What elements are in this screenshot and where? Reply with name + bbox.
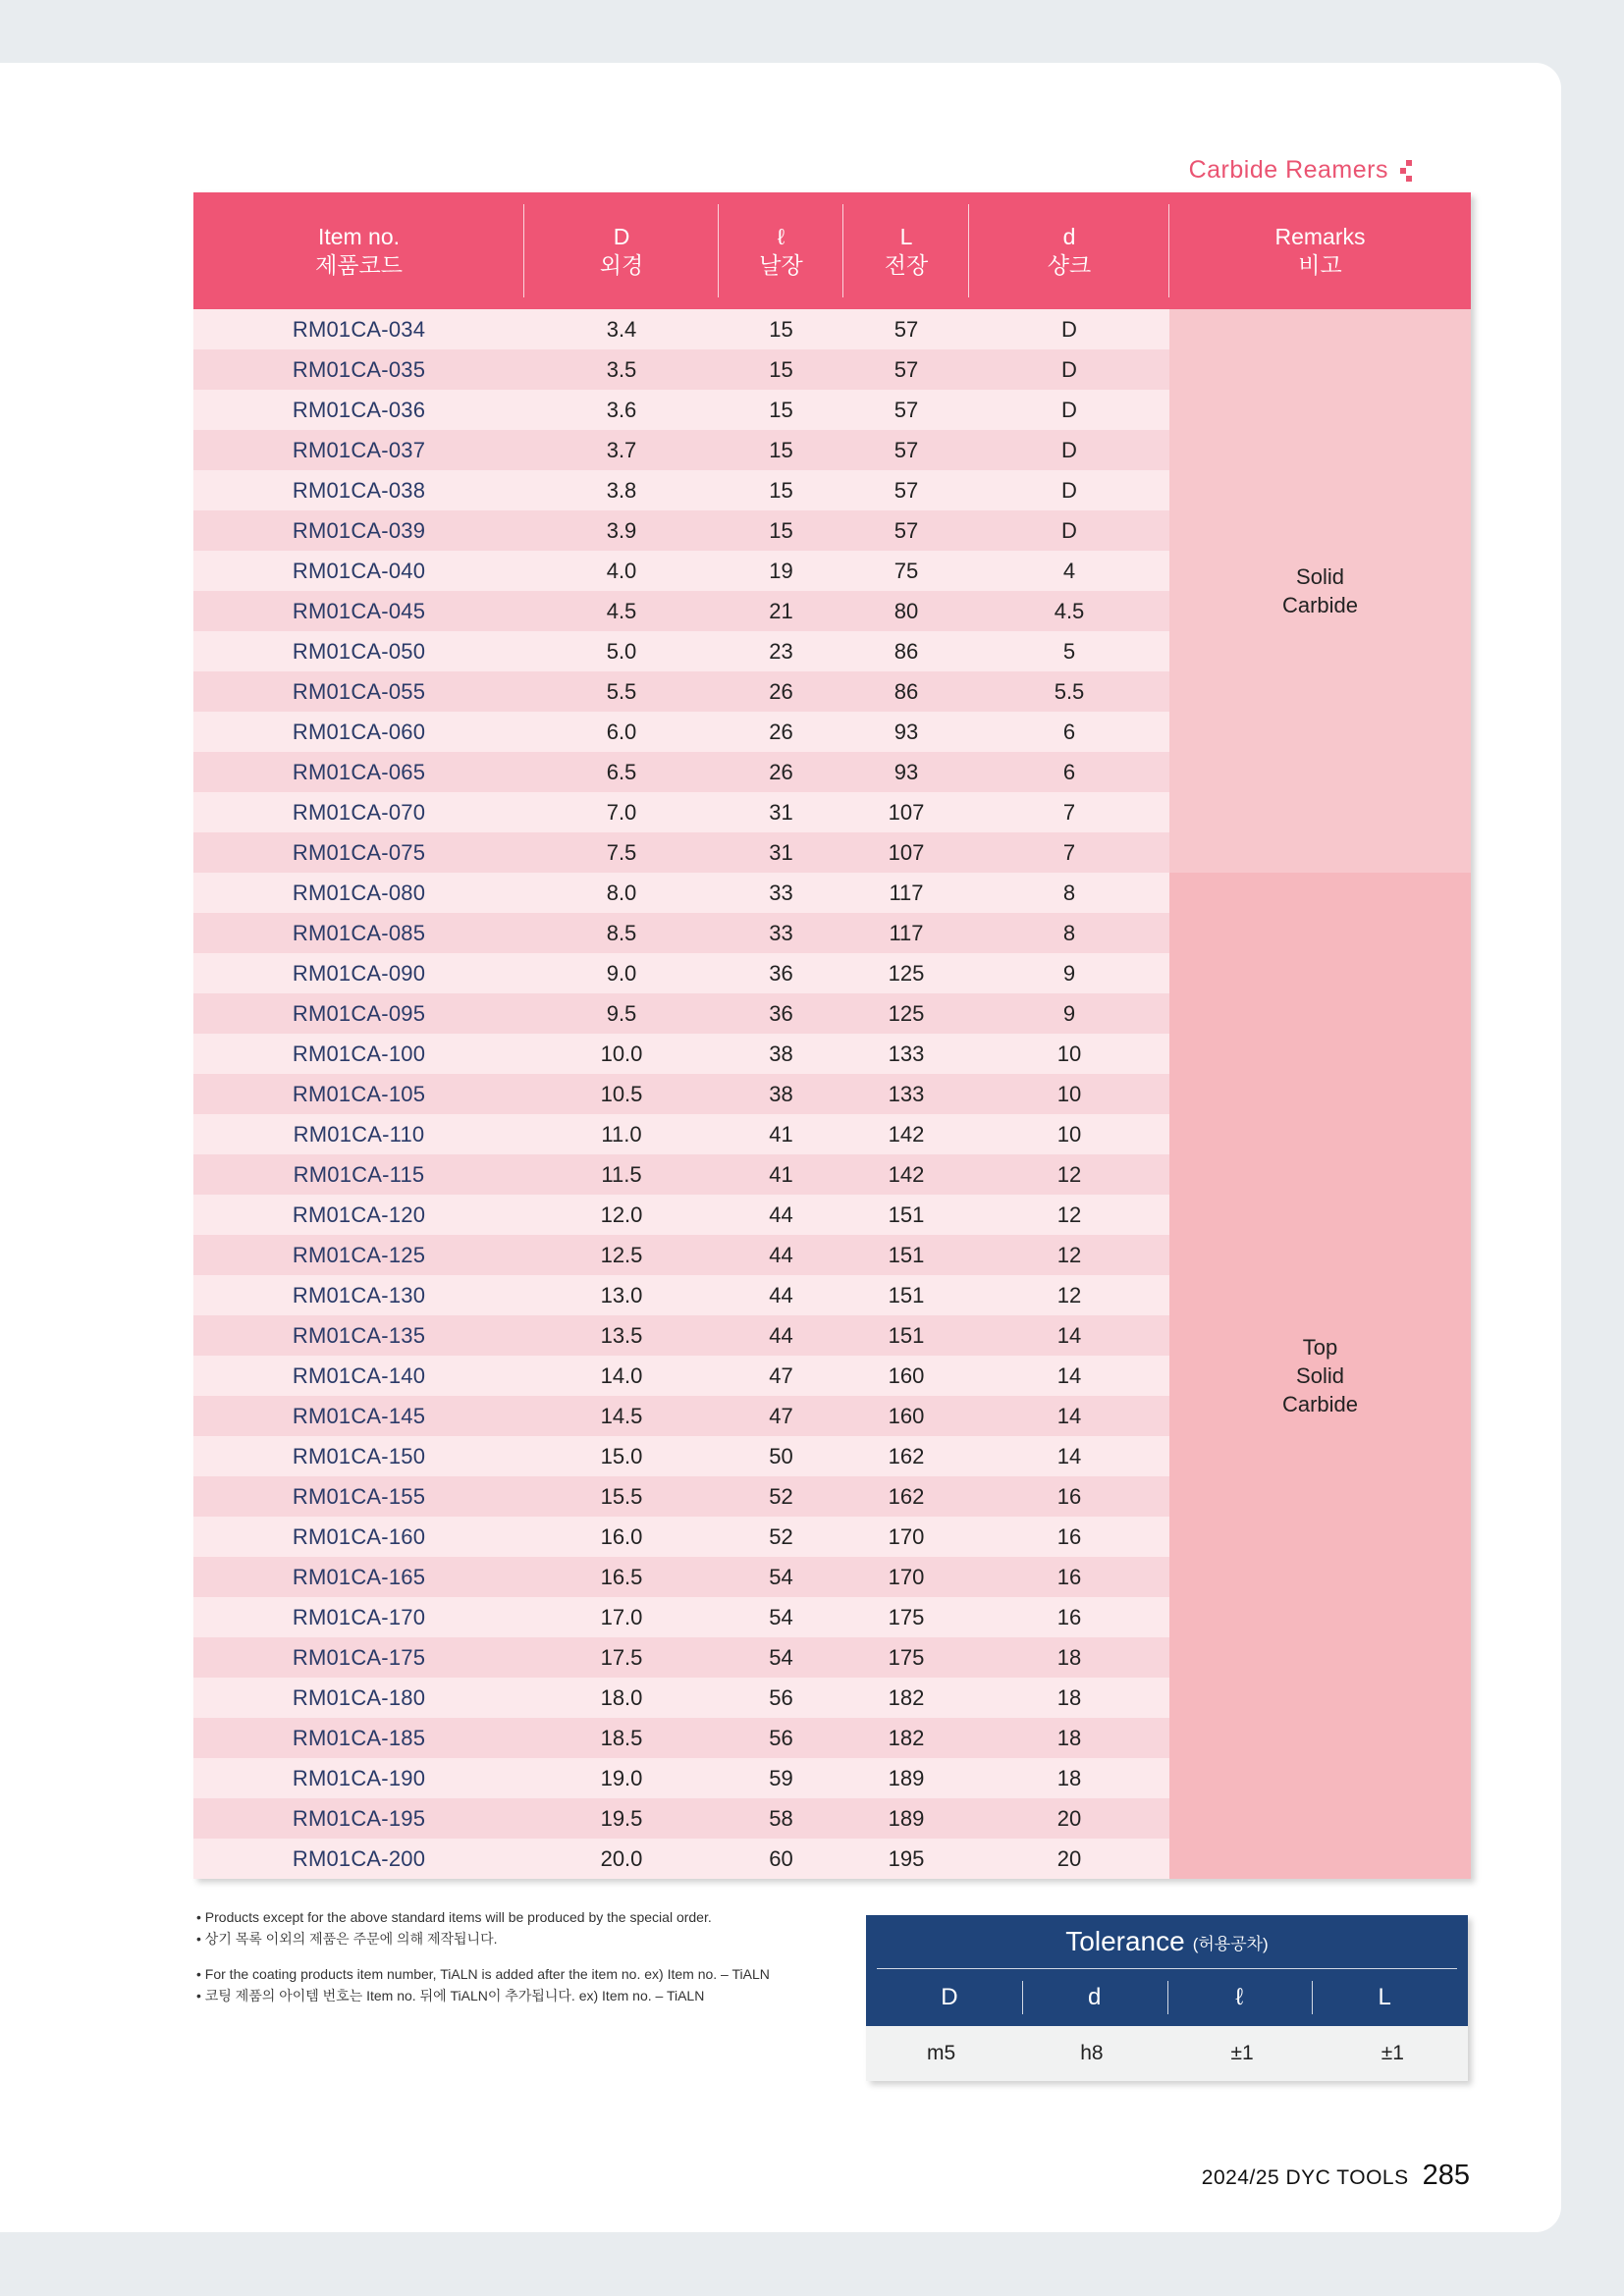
col-overall-length: L 전장 [843,192,969,309]
overall-length-cell: 57 [843,510,969,551]
diameter-cell: 7.0 [524,792,719,832]
note-line: • 코팅 제품의 아이템 번호는 Item no. 뒤에 TiALN이 추가됩니다. ex) Item no. – TiALN [196,1988,705,2003]
item-no-cell: RM01CA-190 [193,1758,524,1798]
remarks-line: Carbide [1281,593,1359,617]
diameter-cell: 4.5 [524,591,719,631]
diameter-cell: 15.0 [524,1436,719,1476]
tolerance-col: ℓ [1167,1969,1313,2026]
item-no-cell: RM01CA-035 [193,349,524,390]
tolerance-col: D [941,1984,958,2010]
flute-length-cell: 54 [719,1637,843,1678]
overall-length-cell: 133 [843,1074,969,1114]
tolerance-title [877,1915,1457,1969]
flute-length-cell: 41 [719,1154,843,1195]
shank-cell: 7 [969,792,1169,832]
overall-length-cell: 86 [843,631,969,671]
item-no-cell: RM01CA-090 [193,953,524,993]
footer [1202,2160,1470,2192]
item-no-cell: RM01CA-037 [193,430,524,470]
overall-length-cell: 142 [843,1114,969,1154]
item-no-cell: RM01CA-200 [193,1839,524,1879]
flute-length-cell: 52 [719,1476,843,1517]
flute-length-cell: 21 [719,591,843,631]
item-no-cell: RM01CA-060 [193,712,524,752]
flute-length-cell: 56 [719,1678,843,1718]
overall-length-cell: 142 [843,1154,969,1195]
shank-cell: 7 [969,832,1169,873]
flute-length-cell: 15 [719,470,843,510]
overall-length-cell: 151 [843,1195,969,1235]
shank-cell: D [969,430,1169,470]
flute-length-cell: 44 [719,1315,843,1356]
item-no-cell: RM01CA-040 [193,551,524,591]
diameter-cell: 10.5 [524,1074,719,1114]
overall-length-cell: 175 [843,1597,969,1637]
shank-cell: 5.5 [969,671,1169,712]
overall-length-cell: 75 [843,551,969,591]
item-no-cell: RM01CA-140 [193,1356,524,1396]
diameter-cell: 7.5 [524,832,719,873]
overall-length-cell: 57 [843,390,969,430]
tolerance-col: d [1022,1969,1167,2026]
item-no-cell: RM01CA-075 [193,832,524,873]
shank-cell: 18 [969,1678,1169,1718]
item-no-cell: RM01CA-036 [193,390,524,430]
shank-cell: 4.5 [969,591,1169,631]
shank-cell: 14 [969,1396,1169,1436]
table-header-row [193,192,1471,309]
diameter-cell: 18.5 [524,1718,719,1758]
overall-length-cell: 57 [843,349,969,390]
shank-cell: 9 [969,953,1169,993]
shank-cell: 10 [969,1074,1169,1114]
overall-length-cell: 175 [843,1637,969,1678]
shank-cell: 18 [969,1637,1169,1678]
flute-length-cell: 59 [719,1758,843,1798]
item-no-cell: RM01CA-160 [193,1517,524,1557]
diameter-cell: 19.5 [524,1798,719,1839]
flute-length-cell: 47 [719,1396,843,1436]
item-no-cell: RM01CA-165 [193,1557,524,1597]
diameter-cell: 12.5 [524,1235,719,1275]
shank-cell: 10 [969,1034,1169,1074]
shank-cell: 20 [969,1839,1169,1879]
page-number: 285 [1422,2160,1470,2191]
brand-mark-icon [1398,159,1414,183]
shank-cell: 14 [969,1315,1169,1356]
overall-length-cell: 80 [843,591,969,631]
item-no-cell: RM01CA-135 [193,1315,524,1356]
flute-length-cell: 33 [719,873,843,913]
diameter-cell: 12.0 [524,1195,719,1235]
tolerance-subtitle: (허용공차) [1192,1934,1269,1953]
flute-length-cell: 60 [719,1839,843,1879]
overall-length-cell: 117 [843,873,969,913]
tolerance-value: ±1 [1230,2042,1254,2064]
item-no-cell: RM01CA-145 [193,1396,524,1436]
item-no-cell: RM01CA-045 [193,591,524,631]
diameter-cell: 8.5 [524,913,719,953]
item-no-cell: RM01CA-080 [193,873,524,913]
item-no-cell: RM01CA-115 [193,1154,524,1195]
overall-length-cell: 189 [843,1798,969,1839]
tolerance-value: m5 [927,2042,956,2064]
flute-length-cell: 36 [719,993,843,1034]
diameter-cell: 4.0 [524,551,719,591]
overall-length-cell: 160 [843,1396,969,1436]
tolerance-table [866,1915,1468,2081]
item-no-cell: RM01CA-038 [193,470,524,510]
shank-cell: 12 [969,1195,1169,1235]
item-no-cell: RM01CA-039 [193,510,524,551]
flute-length-cell: 44 [719,1195,843,1235]
remarks-line: Top [1302,1335,1338,1360]
overall-length-cell: 125 [843,993,969,1034]
overall-length-cell: 182 [843,1718,969,1758]
diameter-cell: 16.0 [524,1517,719,1557]
flute-length-cell: 31 [719,832,843,873]
diameter-cell: 19.0 [524,1758,719,1798]
shank-cell: 16 [969,1557,1169,1597]
diameter-cell: 10.0 [524,1034,719,1074]
table-body [193,309,1471,1879]
remarks-line: Solid [1296,564,1344,589]
flute-length-cell: 31 [719,792,843,832]
overall-length-cell: 195 [843,1839,969,1879]
shank-cell: 18 [969,1718,1169,1758]
shank-cell: 14 [969,1436,1169,1476]
item-no-cell: RM01CA-105 [193,1074,524,1114]
item-no-cell: RM01CA-034 [193,309,524,349]
shank-cell: 8 [969,913,1169,953]
flute-length-cell: 36 [719,953,843,993]
flute-length-cell: 19 [719,551,843,591]
shank-cell: D [969,390,1169,430]
remarks-cell [1169,873,1471,1879]
tolerance-title-text: Tolerance [1065,1926,1185,1956]
overall-length-cell: 57 [843,430,969,470]
table-row [193,873,1471,913]
shank-cell: 8 [969,873,1169,913]
note-line: • Products except for the above standard items will be produced by the special order. [196,1909,712,1925]
section-title-text: Carbide Reamers [1188,156,1388,184]
tolerance-value: h8 [1080,2042,1104,2064]
diameter-cell: 11.5 [524,1154,719,1195]
item-no-cell: RM01CA-050 [193,631,524,671]
diameter-cell: 3.4 [524,309,719,349]
overall-length-cell: 117 [843,913,969,953]
diameter-cell: 17.0 [524,1597,719,1637]
tolerance-col: L [1312,1969,1457,2026]
overall-length-cell: 182 [843,1678,969,1718]
notes [196,1906,825,2006]
flute-length-cell: 44 [719,1275,843,1315]
flute-length-cell: 26 [719,752,843,792]
overall-length-cell: 86 [843,671,969,712]
item-no-cell: RM01CA-175 [193,1637,524,1678]
diameter-cell: 6.5 [524,752,719,792]
shank-cell: 16 [969,1476,1169,1517]
table-row [193,309,1471,349]
flute-length-cell: 15 [719,309,843,349]
flute-length-cell: 54 [719,1557,843,1597]
diameter-cell: 8.0 [524,873,719,913]
flute-length-cell: 44 [719,1235,843,1275]
diameter-cell: 11.0 [524,1114,719,1154]
shank-cell: 10 [969,1114,1169,1154]
note-line: • 상기 목록 이외의 제품은 주문에 의해 제작됩니다. [196,1931,498,1947]
flute-length-cell: 47 [719,1356,843,1396]
diameter-cell: 5.0 [524,631,719,671]
overall-length-cell: 125 [843,953,969,993]
overall-length-cell: 93 [843,712,969,752]
item-no-cell: RM01CA-095 [193,993,524,1034]
overall-length-cell: 93 [843,752,969,792]
shank-cell: D [969,349,1169,390]
diameter-cell: 9.5 [524,993,719,1034]
diameter-cell: 3.9 [524,510,719,551]
diameter-cell: 6.0 [524,712,719,752]
remarks-line: Carbide [1281,1392,1359,1416]
overall-length-cell: 170 [843,1557,969,1597]
col-shank: d 샹크 [969,192,1169,309]
flute-length-cell: 33 [719,913,843,953]
col-flute-length: ℓ 날장 [719,192,843,309]
overall-length-cell: 57 [843,470,969,510]
flute-length-cell: 26 [719,712,843,752]
flute-length-cell: 15 [719,390,843,430]
item-no-cell: RM01CA-055 [193,671,524,712]
shank-cell: 9 [969,993,1169,1034]
overall-length-cell: 160 [843,1356,969,1396]
diameter-cell: 14.5 [524,1396,719,1436]
diameter-cell: 13.5 [524,1315,719,1356]
flute-length-cell: 23 [719,631,843,671]
item-no-cell: RM01CA-130 [193,1275,524,1315]
item-no-cell: RM01CA-085 [193,913,524,953]
overall-length-cell: 57 [843,309,969,349]
remarks-line: Solid [1296,1363,1344,1388]
shank-cell: 12 [969,1235,1169,1275]
diameter-cell: 17.5 [524,1637,719,1678]
shank-cell: 6 [969,752,1169,792]
diameter-cell: 20.0 [524,1839,719,1879]
diameter-cell: 9.0 [524,953,719,993]
diameter-cell: 3.7 [524,430,719,470]
item-no-cell: RM01CA-180 [193,1678,524,1718]
item-no-cell: RM01CA-125 [193,1235,524,1275]
diameter-cell: 14.0 [524,1356,719,1396]
overall-length-cell: 151 [843,1235,969,1275]
flute-length-cell: 15 [719,430,843,470]
flute-length-cell: 56 [719,1718,843,1758]
overall-length-cell: 107 [843,792,969,832]
shank-cell: 4 [969,551,1169,591]
shank-cell: 12 [969,1275,1169,1315]
flute-length-cell: 15 [719,510,843,551]
shank-cell: 14 [969,1356,1169,1396]
flute-length-cell: 58 [719,1798,843,1839]
diameter-cell: 16.5 [524,1557,719,1597]
product-table [193,192,1471,1879]
shank-cell: 6 [969,712,1169,752]
section-title [1189,156,1414,185]
flute-length-cell: 54 [719,1597,843,1637]
item-no-cell: RM01CA-070 [193,792,524,832]
col-diameter: D 외경 [524,192,719,309]
tolerance-value: ±1 [1380,2042,1404,2064]
item-no-cell: RM01CA-065 [193,752,524,792]
item-no-cell: RM01CA-170 [193,1597,524,1637]
shank-cell: D [969,510,1169,551]
overall-length-cell: 151 [843,1275,969,1315]
shank-cell: 16 [969,1597,1169,1637]
note-line: • For the coating products item number, TiALN is added after the item no. ex) Item no. – TiALN [196,1966,770,1982]
item-no-cell: RM01CA-150 [193,1436,524,1476]
diameter-cell: 15.5 [524,1476,719,1517]
item-no-cell: RM01CA-195 [193,1798,524,1839]
remarks-cell [1169,309,1471,873]
shank-cell: 16 [969,1517,1169,1557]
col-remarks: Remarks 비고 [1169,192,1471,309]
diameter-cell: 3.6 [524,390,719,430]
shank-cell: D [969,309,1169,349]
shank-cell: 20 [969,1798,1169,1839]
shank-cell: 5 [969,631,1169,671]
item-no-cell: RM01CA-110 [193,1114,524,1154]
overall-length-cell: 151 [843,1315,969,1356]
shank-cell: D [969,470,1169,510]
diameter-cell: 3.8 [524,470,719,510]
overall-length-cell: 107 [843,832,969,873]
item-no-cell: RM01CA-155 [193,1476,524,1517]
flute-length-cell: 38 [719,1074,843,1114]
overall-length-cell: 133 [843,1034,969,1074]
shank-cell: 18 [969,1758,1169,1798]
flute-length-cell: 52 [719,1517,843,1557]
overall-length-cell: 189 [843,1758,969,1798]
diameter-cell: 13.0 [524,1275,719,1315]
item-no-cell: RM01CA-100 [193,1034,524,1074]
item-no-cell: RM01CA-120 [193,1195,524,1235]
overall-length-cell: 162 [843,1476,969,1517]
flute-length-cell: 15 [719,349,843,390]
flute-length-cell: 41 [719,1114,843,1154]
item-no-cell: RM01CA-185 [193,1718,524,1758]
flute-length-cell: 26 [719,671,843,712]
col-item-no: Item no. 제품코드 [193,192,524,309]
overall-length-cell: 170 [843,1517,969,1557]
overall-length-cell: 162 [843,1436,969,1476]
diameter-cell: 5.5 [524,671,719,712]
footer-brand: 2024/25 DYC TOOLS [1201,2166,1409,2189]
diameter-cell: 18.0 [524,1678,719,1718]
shank-cell: 12 [969,1154,1169,1195]
flute-length-cell: 38 [719,1034,843,1074]
flute-length-cell: 50 [719,1436,843,1476]
diameter-cell: 3.5 [524,349,719,390]
